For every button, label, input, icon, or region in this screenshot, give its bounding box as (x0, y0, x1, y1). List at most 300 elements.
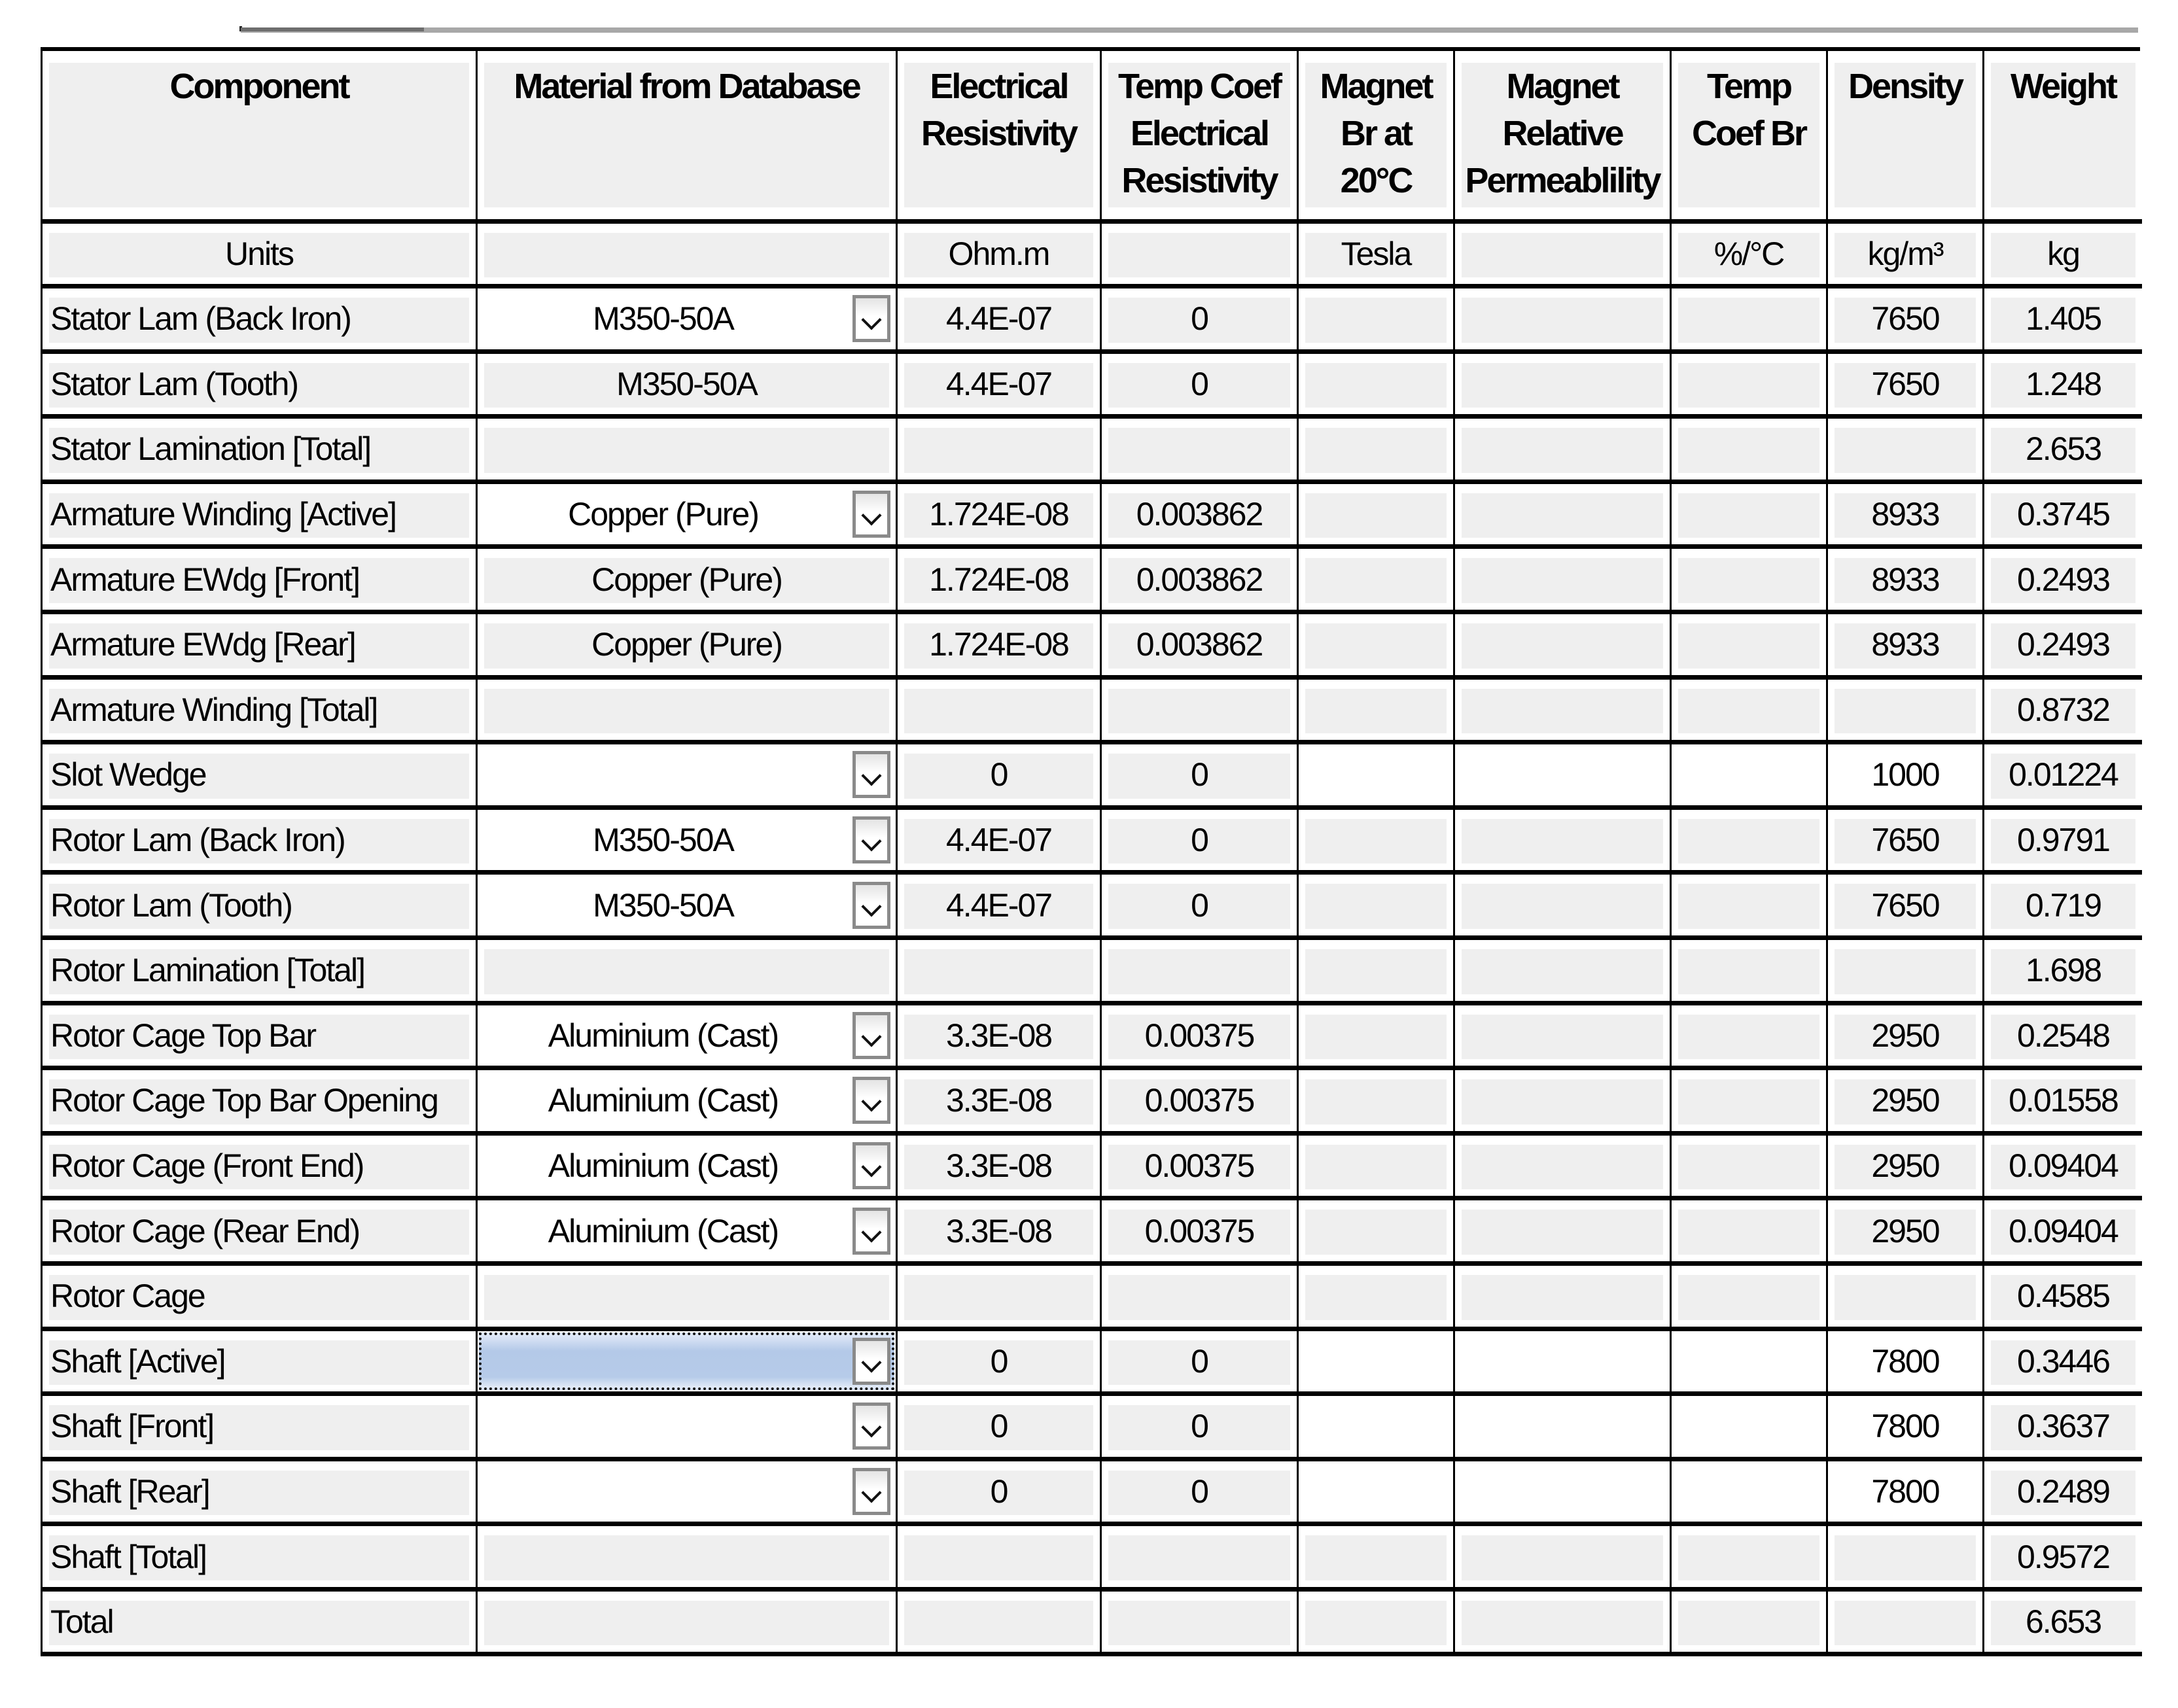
readonly-cell-background (1305, 1015, 1447, 1060)
table-cell-material[interactable] (478, 1331, 898, 1397)
table-cell-temp-coef-br (1672, 419, 1828, 484)
table-cell-material[interactable] (478, 1136, 898, 1201)
chevron-down-icon (861, 1418, 881, 1438)
readonly-cell-background (1305, 298, 1447, 343)
cell-value: 0 (1191, 365, 1208, 402)
cell-value: 0 (1191, 1408, 1208, 1445)
cell-value: 4.4E-07 (945, 365, 1052, 402)
table-cell-electrical-resistivity (898, 1266, 1102, 1331)
cell-value: 0 (1191, 1473, 1208, 1510)
table-cell-magnet-permeability (1455, 1526, 1672, 1592)
cell-value: 1000 (1871, 756, 1939, 793)
cell-value: 3.3E-08 (945, 1017, 1052, 1054)
readonly-cell-background (904, 1601, 1093, 1646)
readonly-cell-background (1678, 1079, 1819, 1124)
table-cell-magnet-br[interactable] (1299, 1396, 1455, 1461)
table-cell-magnet-br (1299, 1266, 1455, 1331)
cell-value: 8933 (1871, 561, 1939, 598)
table-cell-density[interactable] (1828, 744, 1984, 810)
cell-value: 0 (1191, 1342, 1208, 1380)
table-cell-density (1828, 549, 1984, 614)
table-cell-magnet-permeability (1455, 1070, 1672, 1136)
cell-value: 4.4E-07 (945, 822, 1052, 859)
table-cell-material[interactable] (478, 288, 898, 354)
readonly-cell-background (1462, 1275, 1663, 1320)
table-cell-electrical-resistivity (898, 419, 1102, 484)
component-name: Stator Lam (Tooth) (50, 365, 298, 402)
table-cell-density (1828, 288, 1984, 354)
table-cell-component (43, 1396, 478, 1461)
table-cell-material (478, 549, 898, 614)
cell-value: 4.4E-07 (945, 886, 1052, 924)
table-cell-weight (1984, 419, 2142, 484)
table-cell-temp-coef-resistivity (1102, 744, 1299, 810)
column-header-label: Component (169, 67, 349, 106)
table-cell-material (478, 614, 898, 680)
table-cell-temp-coef-resistivity (1102, 810, 1299, 875)
table-cell-weight (1984, 614, 2142, 680)
units-cell-temp-coef-br (1672, 224, 1828, 288)
table-cell-component (43, 810, 478, 875)
cell-value: 0.3637 (2017, 1408, 2109, 1445)
table-cell-electrical-resistivity (898, 1136, 1102, 1201)
table-cell-electrical-resistivity (898, 744, 1102, 810)
table-cell-weight (1984, 810, 2142, 875)
table-cell-temp-coef-resistivity (1102, 354, 1299, 419)
readonly-cell-background (1462, 1535, 1663, 1580)
table-cell-magnet-permeability (1455, 419, 1672, 484)
material-dropdown-button[interactable] (852, 1012, 890, 1059)
cell-value: 0.00375 (1144, 1017, 1254, 1054)
table-cell-weight (1984, 1592, 2142, 1657)
table-cell-electrical-resistivity (898, 614, 1102, 680)
readonly-cell-background (484, 1275, 889, 1320)
readonly-cell-background (1305, 689, 1447, 734)
cell-value: 0.8732 (2017, 691, 2109, 728)
table-cell-density (1828, 354, 1984, 419)
readonly-cell-background (904, 689, 1093, 734)
table-cell-weight (1984, 549, 2142, 614)
table-cell-temp-coef-br (1672, 875, 1828, 940)
table-cell-electrical-resistivity (898, 1200, 1102, 1266)
table-cell-temp-coef-resistivity (1102, 1266, 1299, 1331)
table-cell-weight (1984, 288, 2142, 354)
material-value: M350-50A (593, 886, 733, 924)
table-cell-temp-coef-br (1672, 680, 1828, 745)
material-value: Copper (Pure) (591, 561, 782, 598)
units-cell-density (1828, 224, 1984, 288)
table-cell-weight (1984, 1266, 2142, 1331)
units-cell-weight (1984, 224, 2142, 288)
table-cell-temp-coef-br (1672, 549, 1828, 614)
cell-value: 0 (1191, 822, 1208, 859)
material-value: M350-50A (593, 822, 733, 859)
table-cell-weight (1984, 1331, 2142, 1397)
cell-value: 0.00375 (1144, 1212, 1254, 1249)
readonly-cell-background (484, 428, 889, 473)
table-cell-magnet-br[interactable] (1299, 1461, 1455, 1527)
units-cell-temp-coef-resistivity (1102, 224, 1299, 288)
table-cell-material[interactable] (478, 810, 898, 875)
component-name: Rotor Lam (Tooth) (50, 886, 292, 924)
material-dropdown-button[interactable] (852, 1338, 890, 1385)
component-name: Shaft [Active] (50, 1342, 225, 1380)
table-cell-temp-coef-resistivity (1102, 614, 1299, 680)
table-cell-weight (1984, 1005, 2142, 1071)
material-dropdown-button[interactable] (852, 751, 890, 798)
table-cell-temp-coef-resistivity (1102, 419, 1299, 484)
table-cell-material[interactable] (478, 1070, 898, 1136)
material-value: Aluminium (Cast) (548, 1017, 779, 1054)
table-cell-magnet-permeability[interactable] (1455, 1331, 1672, 1397)
units-label: Units (225, 235, 293, 272)
table-cell-temp-coef-br[interactable] (1672, 744, 1828, 810)
cell-value: 0.9572 (2017, 1538, 2109, 1575)
chevron-down-icon (861, 766, 881, 786)
chevron-down-icon (861, 1157, 881, 1177)
table-cell-electrical-resistivity (898, 940, 1102, 1005)
table-cell-magnet-br[interactable] (1299, 1331, 1455, 1397)
cell-value: 0 (1191, 300, 1208, 338)
table-cell-component (43, 1461, 478, 1527)
readonly-cell-background (1835, 949, 1976, 994)
component-name: Rotor Cage (Front End) (50, 1147, 364, 1185)
table-cell-component (43, 419, 478, 484)
readonly-cell-background (904, 949, 1093, 994)
table-cell-magnet-permeability[interactable] (1455, 1461, 1672, 1527)
component-name: Rotor Lam (Back Iron) (50, 822, 345, 859)
readonly-cell-background (1462, 689, 1663, 734)
chevron-down-icon (861, 831, 881, 851)
material-value: M350-50A (593, 300, 733, 338)
table-cell-temp-coef-br[interactable] (1672, 1461, 1828, 1527)
component-name: Armature Winding [Total] (50, 691, 378, 728)
readonly-cell-background (1835, 1601, 1976, 1646)
units-label: Tesla (1341, 235, 1411, 272)
table-cell-magnet-permeability (1455, 810, 1672, 875)
column-header-temp-coef-br (1672, 51, 1828, 224)
readonly-cell-background (1678, 1601, 1819, 1646)
table-cell-material[interactable] (478, 1396, 898, 1461)
table-cell-temp-coef-br (1672, 1526, 1828, 1592)
cell-value: 7650 (1871, 886, 1939, 924)
table-cell-material[interactable] (478, 1461, 898, 1527)
readonly-cell-background (1678, 558, 1819, 603)
cell-value: 8933 (1871, 496, 1939, 533)
table-cell-material[interactable] (478, 875, 898, 940)
cell-value: 7800 (1871, 1408, 1939, 1445)
table-cell-component (43, 940, 478, 1005)
cell-value: 2950 (1871, 1082, 1939, 1119)
table-cell-temp-coef-br (1672, 1592, 1828, 1657)
table-cell-weight (1984, 1200, 2142, 1266)
table-cell-temp-coef-br (1672, 1070, 1828, 1136)
readonly-cell-background (1462, 1601, 1663, 1646)
cell-value: 0.09404 (2009, 1212, 2118, 1249)
table-cell-material[interactable] (478, 744, 898, 810)
chevron-down-icon (861, 506, 881, 526)
readonly-cell-background (1835, 428, 1976, 473)
materials-table (41, 47, 2140, 1656)
readonly-cell-background (1678, 1015, 1819, 1060)
table-cell-material[interactable] (478, 1005, 898, 1071)
readonly-cell-background (1462, 1210, 1663, 1255)
table-cell-magnet-br (1299, 810, 1455, 875)
component-name: Slot Wedge (50, 756, 206, 793)
cell-value: 3.3E-08 (945, 1082, 1052, 1119)
readonly-cell-background (1108, 428, 1290, 473)
column-header-material (478, 51, 898, 224)
readonly-cell-background (1108, 1535, 1290, 1580)
table-cell-electrical-resistivity (898, 810, 1102, 875)
cell-value: 1.405 (2025, 300, 2101, 338)
cell-value: 3.3E-08 (945, 1212, 1052, 1249)
table-cell-magnet-permeability (1455, 1200, 1672, 1266)
table-cell-component (43, 549, 478, 614)
table-cell-material (478, 354, 898, 419)
table-cell-density[interactable] (1828, 1396, 1984, 1461)
readonly-cell-background (484, 689, 889, 734)
cell-value: 0.3745 (2017, 496, 2109, 533)
component-name: Rotor Cage (Rear End) (50, 1212, 360, 1249)
readonly-cell-background (1305, 1079, 1447, 1124)
readonly-cell-background (1678, 428, 1819, 473)
table-cell-magnet-br (1299, 354, 1455, 419)
table-cell-density (1828, 1005, 1984, 1071)
table-cell-magnet-br[interactable] (1299, 744, 1455, 810)
material-value: Aluminium (Cast) (548, 1082, 779, 1119)
table-cell-temp-coef-resistivity (1102, 288, 1299, 354)
readonly-cell-background (1462, 884, 1663, 929)
units-cell-electrical-resistivity (898, 224, 1102, 288)
readonly-cell-background (1678, 1145, 1819, 1190)
readonly-cell-background (1678, 493, 1819, 538)
cell-value: 3.3E-08 (945, 1147, 1052, 1185)
table-cell-magnet-br (1299, 1070, 1455, 1136)
readonly-cell-background (1678, 1210, 1819, 1255)
component-name: Shaft [Total] (50, 1538, 207, 1575)
chevron-down-icon (861, 896, 881, 916)
chevron-down-icon (861, 1092, 881, 1112)
table-cell-magnet-br (1299, 1200, 1455, 1266)
table-cell-magnet-permeability (1455, 1266, 1672, 1331)
table-cell-material[interactable] (478, 484, 898, 549)
readonly-cell-background (1305, 1145, 1447, 1190)
table-cell-temp-coef-resistivity (1102, 1526, 1299, 1592)
readonly-cell-background (1305, 558, 1447, 603)
cell-value: 8933 (1871, 626, 1939, 663)
material-dropdown-button[interactable] (852, 882, 890, 929)
table-cell-density[interactable] (1828, 1461, 1984, 1527)
cell-value: 0.9791 (2017, 822, 2109, 859)
material-dropdown-button[interactable] (852, 1403, 890, 1450)
table-cell-temp-coef-br (1672, 288, 1828, 354)
table-cell-density (1828, 484, 1984, 549)
table-cell-electrical-resistivity (898, 1592, 1102, 1657)
table-cell-weight (1984, 1461, 2142, 1527)
material-value: Copper (Pure) (568, 496, 758, 533)
column-header-label: Material from Database (514, 67, 860, 106)
table-cell-component (43, 680, 478, 745)
material-dropdown-button[interactable] (852, 491, 890, 538)
table-cell-density[interactable] (1828, 1331, 1984, 1397)
table-cell-component (43, 354, 478, 419)
readonly-cell-background (1305, 623, 1447, 669)
cell-value: 4.4E-07 (945, 300, 1052, 338)
cell-value: 1.724E-08 (929, 561, 1068, 598)
readonly-cell-background (1678, 623, 1819, 669)
material-dropdown-button[interactable] (852, 1468, 890, 1515)
table-cell-temp-coef-br[interactable] (1672, 1396, 1828, 1461)
cell-value: 0 (990, 1342, 1008, 1380)
readonly-cell-background (1462, 1015, 1663, 1060)
component-name: Armature Winding [Active] (50, 496, 396, 533)
readonly-cell-background (1108, 689, 1290, 734)
readonly-cell-background (1108, 1601, 1290, 1646)
table-cell-component (43, 1200, 478, 1266)
material-dropdown-button[interactable] (852, 1142, 890, 1189)
table-cell-magnet-permeability[interactable] (1455, 1396, 1672, 1461)
selected-cell-highlight (479, 1333, 894, 1391)
units-label: Ohm.m (948, 235, 1049, 272)
column-header-electrical-resistivity (898, 51, 1102, 224)
table-cell-electrical-resistivity (898, 288, 1102, 354)
cell-value: 1.724E-08 (929, 496, 1068, 533)
readonly-cell-background (1462, 949, 1663, 994)
column-header-label: Electrical Resistivity (921, 67, 1077, 153)
readonly-cell-background (1305, 1210, 1447, 1255)
units-label: kg (2047, 235, 2079, 272)
table-cell-weight (1984, 1136, 2142, 1201)
column-header-magnet-br (1299, 51, 1455, 224)
table-cell-material[interactable] (478, 1200, 898, 1266)
table-cell-temp-coef-br (1672, 354, 1828, 419)
table-cell-weight (1984, 1526, 2142, 1592)
column-header-density (1828, 51, 1984, 224)
material-dropdown-button[interactable] (852, 295, 890, 342)
units-label: %/°C (1713, 235, 1784, 272)
column-header-label: Magnet Relative Permeablility (1465, 67, 1660, 200)
component-name: Armature EWdg [Front] (50, 561, 360, 598)
table-cell-magnet-permeability (1455, 940, 1672, 1005)
table-cell-temp-coef-br[interactable] (1672, 1331, 1828, 1397)
table-cell-component (43, 875, 478, 940)
component-name: Rotor Cage Top Bar Opening (50, 1082, 438, 1119)
cell-value: 0.003862 (1136, 496, 1263, 533)
readonly-cell-background (904, 1275, 1093, 1320)
units-cell-magnet-br (1299, 224, 1455, 288)
readonly-cell-background (1678, 689, 1819, 734)
cell-value: 0.2548 (2017, 1017, 2109, 1054)
readonly-cell-background (1462, 623, 1663, 669)
cell-value: 2950 (1871, 1147, 1939, 1185)
cell-value: 0 (990, 756, 1008, 793)
table-cell-temp-coef-resistivity (1102, 940, 1299, 1005)
table-cell-magnet-permeability (1455, 1136, 1672, 1201)
table-cell-density (1828, 940, 1984, 1005)
cell-value: 2.653 (2025, 430, 2101, 468)
table-cell-temp-coef-resistivity (1102, 1005, 1299, 1071)
material-dropdown-button[interactable] (852, 1208, 890, 1255)
table-cell-weight (1984, 484, 2142, 549)
table-cell-density (1828, 810, 1984, 875)
readonly-cell-background (904, 1535, 1093, 1580)
component-name: Total (50, 1603, 113, 1641)
cell-value: 0.01224 (2009, 756, 2118, 793)
readonly-cell-background (1462, 819, 1663, 864)
table-cell-magnet-permeability (1455, 549, 1672, 614)
table-cell-component (43, 1526, 478, 1592)
material-value: Aluminium (Cast) (548, 1147, 779, 1185)
readonly-cell-background (1678, 819, 1819, 864)
readonly-cell-background (1462, 493, 1663, 538)
chevron-down-icon (861, 310, 881, 330)
table-cell-weight (1984, 1396, 2142, 1461)
column-header-temp-coef-resistivity (1102, 51, 1299, 224)
cell-value: 0.00375 (1144, 1082, 1254, 1119)
table-cell-temp-coef-resistivity (1102, 1070, 1299, 1136)
column-header-magnet-permeability (1455, 51, 1672, 224)
cell-value: 0.2489 (2017, 1473, 2109, 1510)
table-cell-weight (1984, 940, 2142, 1005)
table-cell-density (1828, 1592, 1984, 1657)
table-cell-weight (1984, 680, 2142, 745)
table-cell-component (43, 744, 478, 810)
table-cell-weight (1984, 1070, 2142, 1136)
table-cell-temp-coef-br (1672, 810, 1828, 875)
table-cell-weight (1984, 354, 2142, 419)
component-name: Shaft [Front] (50, 1408, 214, 1445)
table-cell-magnet-br (1299, 419, 1455, 484)
readonly-cell-background (1462, 363, 1663, 408)
material-value: Copper (Pure) (591, 626, 782, 663)
cell-value: 0 (1191, 886, 1208, 924)
cell-value: 7800 (1871, 1473, 1939, 1510)
column-header-component (43, 51, 478, 224)
table-cell-magnet-permeability[interactable] (1455, 744, 1672, 810)
table-cell-magnet-br (1299, 484, 1455, 549)
column-header-label: Density (1848, 67, 1963, 106)
units-cell-component (43, 224, 478, 288)
table-cell-component (43, 1592, 478, 1657)
table-cell-temp-coef-resistivity (1102, 680, 1299, 745)
cell-value: 0.3446 (2017, 1342, 2109, 1380)
table-cell-material (478, 940, 898, 1005)
cell-value: 0 (990, 1473, 1008, 1510)
table-cell-material (478, 1526, 898, 1592)
material-dropdown-button[interactable] (852, 1077, 890, 1124)
readonly-cell-background (1678, 1535, 1819, 1580)
units-cell-magnet-permeability (1455, 224, 1672, 288)
table-cell-electrical-resistivity (898, 680, 1102, 745)
material-dropdown-button[interactable] (852, 816, 890, 863)
readonly-cell-background (1678, 949, 1819, 994)
readonly-cell-background (1305, 493, 1447, 538)
table-cell-temp-coef-resistivity (1102, 1461, 1299, 1527)
table-cell-weight (1984, 744, 2142, 810)
table-cell-electrical-resistivity (898, 875, 1102, 940)
table-cell-density (1828, 1200, 1984, 1266)
table-cell-component (43, 288, 478, 354)
table-cell-material (478, 1592, 898, 1657)
table-cell-density (1828, 1266, 1984, 1331)
table-cell-density (1828, 680, 1984, 745)
table-cell-material (478, 419, 898, 484)
cell-value: 0 (1191, 756, 1208, 793)
table-cell-component (43, 1070, 478, 1136)
cell-value: 0 (990, 1408, 1008, 1445)
readonly-cell-background (1462, 558, 1663, 603)
